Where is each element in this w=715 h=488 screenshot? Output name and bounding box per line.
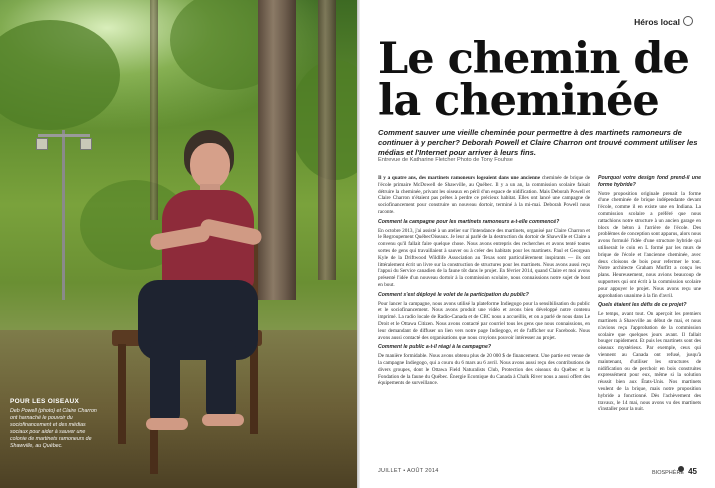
interview-question: Pourquoi votre design fond prend-il une forme hybride? xyxy=(598,175,701,188)
page-number: 45 xyxy=(688,467,697,476)
section-label xyxy=(634,16,693,27)
chair-leg xyxy=(250,344,258,434)
chair-leg xyxy=(118,344,126,444)
interview-question: Comment s'est déployé le volet de la participation du public? xyxy=(378,291,529,298)
paragraph: En octobre 2013, j'ai assisté à un atelier sur l'intendance des martinets, organisé par Claire Charron et le Regroupement QuébecOiseaux. Je leur ai parlé de la destruction du dortoir de Shawville et Claire a convenu qu'il fallait faire quelque chose. Nous avons entrepris des recherches et avons tenté toutes sortes de gens qui travaillaient à sauver ou à créer des habitats pour les martinets. Paul et Georgean Kyle de la Driftwood Wildlife Association au Texas sont particulièrement inspirants — ils ont littéralement écrit un livre sur la construction de structures pour les martinets. Nous avons aussi reçu l'appui du Service canadien de la faune tôt dans le projet. En février 2014, quand Claire et moi avons présenté l'idée d'un nouveau dortoir à la commission scolaire, nous connaissions notre sujet de bout en bout. xyxy=(378,227,590,288)
folio-magazine: BIOSPHÈRE xyxy=(652,470,685,476)
bird-feeder xyxy=(36,138,48,150)
tree-trunk xyxy=(318,0,336,280)
article-page xyxy=(360,0,715,488)
woman-leg xyxy=(206,340,236,418)
portrait-photo xyxy=(0,0,357,488)
woman-foot xyxy=(146,418,188,430)
paragraph: Le temps, avant tout. On aperçoit les premiers martinets à Shawville au début de mai, et nous n'avions reçu l'approbation de la commission scolaire que quelques jours avant. Il fallait bouger rapidement. Et puis les martinets sont des oiseaux mystérieux. Par exemple, ceux qui viennent au Canada ont refusé, jusqu'à maintenant, d'utiliser les structures de nidification ou de perchoir en bois construites expressément pour eux, même si la solution réussit bien aux États-Unis. Nos martinets veulent de la brique, mais notre proposition hybride a fonctionné. Dès l'achèvement des travaux, le 14 mai, nous avons vu des martinets s'installer pour la nuit. xyxy=(598,311,701,413)
paragraph xyxy=(378,175,590,216)
lead-in: Il y a quatre ans, des martinets ramoneurs logeaient dans une ancienne xyxy=(378,175,541,181)
bird-feeder xyxy=(80,138,92,150)
article-title: Le chemin de la cheminée xyxy=(378,34,689,126)
text-column-left xyxy=(378,175,590,389)
bird-feeder-pole xyxy=(62,130,65,300)
woman-foot xyxy=(202,414,244,426)
paragraph: Notre proposition originale prenait la forme d'une cheminée de brique indépendante devant l'école, comme il en existe une en Indiana. La commission scolaire a préféré que nous rattachions notre structure à un ancien garage en blocs de béton à l'arrière de l'école. Des problèmes de conception sont apparus, alors nous avons formulé l'idée d'une structure hybride qui utiliserait le coin en L formé par les murs de brique de l'école et l'ancienne cheminée, avec deux cloisons de bois pour refermer le tout. Notre architecte Graham Murfitt a conçu les plans. Heureusement, nous avions beaucoup de supporters qui ont écrit à la commission scolaire pour appuyer le projet. Nous avons reçu une approbation unanime à la fin d'avril. xyxy=(598,190,702,299)
paragraph-body: cheminée de brique de l'école primaire McDowell de Shawville, au Québec. Il y a un an, la commission scolaire faisait détruire la cheminée, privant les oiseaux en péril d'un espace de nidification. Mais Deborah Powell et Claire Charron n'étaient pas prêtes à perdre ce précieux habitat. Elles ont lancé une campagne de sociofinancement pour construire un nouveau dortoir, terminé à la mi-mai. Deborah Powell nous raconte. xyxy=(378,175,591,215)
woman-face xyxy=(190,143,230,189)
article-byline: Entrevue de Katharine Fletcher Photo de Tony Fouhse xyxy=(378,157,513,163)
photo-caption xyxy=(10,398,100,450)
caption-title: POUR LES OISEAUX xyxy=(10,398,80,405)
article-deck: Comment sauver une vieille cheminée pour permettre à des martinets ramoneurs de continuer à y percher? Deborah Powell et Claire Charron ont trouvé comment utiliser les médias et l'Internet pour arriver à leurs fins. xyxy=(378,128,698,157)
text-column-right xyxy=(598,175,701,415)
bird-feeder-bar xyxy=(38,134,90,137)
tree-trunk xyxy=(150,0,158,220)
woman-leg xyxy=(150,340,180,422)
tree-trunk xyxy=(258,0,296,300)
interview-question: Comment la campagne pour les martinets ramoneurs a-t-elle commencé? xyxy=(378,218,560,225)
interview-question: Quels étaient les défis de ce projet? xyxy=(598,302,687,309)
section-label-text: Héros local xyxy=(634,17,680,27)
leaf-badge-icon xyxy=(683,16,693,26)
caption-text: Deb Powell (photo) et Claire Charron ont harnaché le pouvoir du sociofinancement et des médias sociaux pour aider à sauver une colonie de martinets ramoneurs de Shawville, au Québec. xyxy=(10,408,97,449)
folio xyxy=(652,467,697,476)
folio-issue: JUILLET • AOÛT 2014 xyxy=(378,468,439,474)
interview-question: Comment le public a-t-il réagi à la campagne? xyxy=(378,344,491,351)
paragraph: De manière formidable. Nous avons obtenu plus de 20 000 $ de financement. Une partie est venue de la campagne Indiegogo, qui a couru du 6 mars au 6 avril. Nous avons aussi reçu des contributions de divers groupes, dont le Ottawa Field Naturalists Club, Protection des oiseaux du Québec et la Fondation de la faune du Québec. Énergie Ecomique du Canada à Chalk River nous a aussi offert des équipements de surveillance. xyxy=(378,353,590,387)
paragraph: Pour lancer la campagne, nous avons utilisé la plateforme Indiegogo pour la sensibilisation du public et le sociofinancement. Nous avons produit une vidéo et avons bien développé notre contenu imprimé. La radio locale de Radio-Canada et de CBC nous a accueillis, et on a parlé de nous dans Le Droit et le Ottawa Citizen. Nous avons contacté par courriel tous les gens que nous connaissions, en leur demandant de diffuser un lien vers notre page Indiegogo, et de l'afficher sur Facebook. Nous avons aussi contacté des organisations que nous croyions pouvoir intéresser au projet. xyxy=(378,300,590,341)
